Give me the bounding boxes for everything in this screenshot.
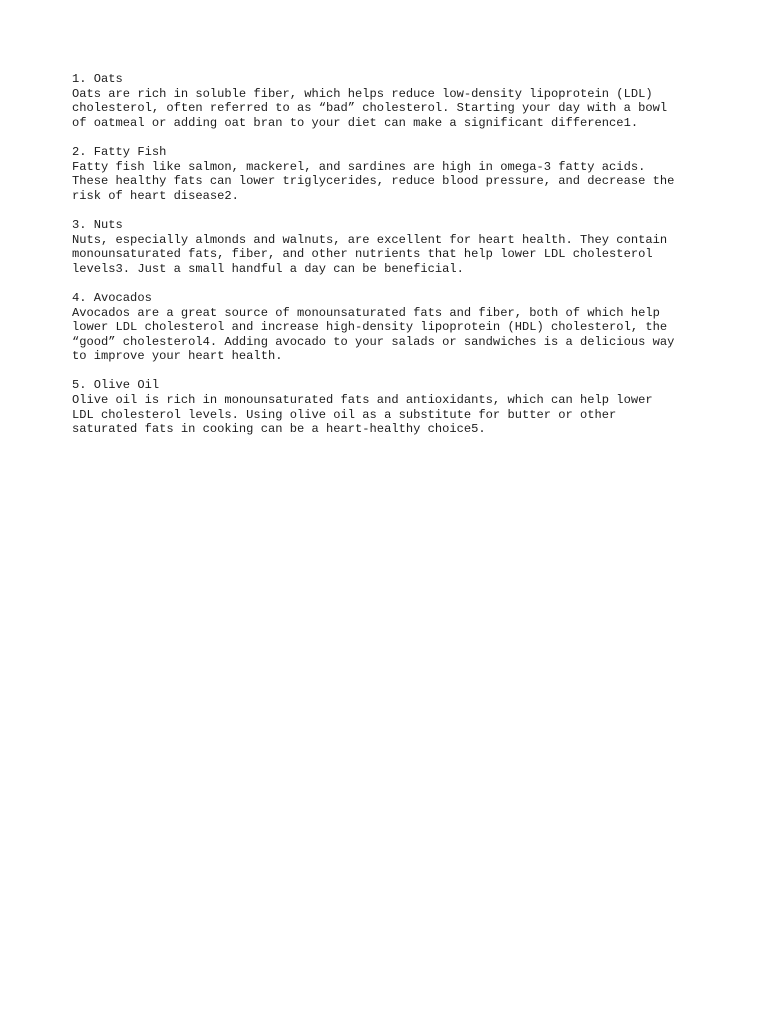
paragraph-line: Oats are rich in soluble fiber, which helps reduce low-density lipoprotein (LDL): [72, 86, 653, 101]
paragraph-line: Nuts, especially almonds and walnuts, are excellent for heart health. They contain: [72, 232, 668, 247]
section-heading: 2. Fatty Fish: [72, 144, 167, 159]
paragraph-line: “good” cholesterol4. Adding avocado to your salads or sandwiches is a delicious way: [72, 334, 675, 349]
paragraph-line: cholesterol, often referred to as “bad” cholesterol. Starting your day with a bowl: [72, 101, 668, 116]
paragraph-line: Olive oil is rich in monounsaturated fats and antioxidants, which can help lower: [72, 393, 653, 408]
paragraph-line: lower LDL cholesterol and increase high-density lipoprotein (HDL) cholesterol, the: [72, 320, 668, 335]
paragraph-line: monounsaturated fats, fiber, and other nutrients that help lower LDL cholesterol: [72, 247, 653, 262]
section-nuts: [72, 218, 712, 276]
section-heading: 4. Avocados: [72, 290, 152, 305]
section-avocados: [72, 291, 712, 364]
paragraph-line: saturated fats in cooking can be a heart-healthy choice5.: [72, 422, 486, 437]
section-oats: [72, 72, 712, 130]
section-olive-oil: [72, 378, 712, 436]
paragraph-line: These healthy fats can lower triglycerides, reduce blood pressure, and decrease the: [72, 174, 675, 189]
paragraph-line: Avocados are a great source of monounsaturated fats and fiber, both of which help: [72, 305, 660, 320]
section-heading: 3. Nuts: [72, 217, 123, 232]
section-heading: 1. Oats: [72, 72, 123, 86]
paragraph-line: levels3. Just a small handful a day can be beneficial.: [72, 261, 464, 276]
section-fatty-fish: [72, 145, 712, 203]
paragraph-line: Fatty fish like salmon, mackerel, and sardines are high in omega-3 fatty acids.: [72, 159, 646, 174]
document-page: [72, 72, 712, 451]
paragraph-line: to improve your heart health.: [72, 349, 283, 364]
paragraph-line: LDL cholesterol levels. Using olive oil as a substitute for butter or other: [72, 407, 617, 422]
paragraph-line: risk of heart disease2.: [72, 188, 239, 203]
paragraph-line: of oatmeal or adding oat bran to your diet can make a significant difference1.: [72, 115, 639, 130]
section-heading: 5. Olive Oil: [72, 378, 160, 393]
